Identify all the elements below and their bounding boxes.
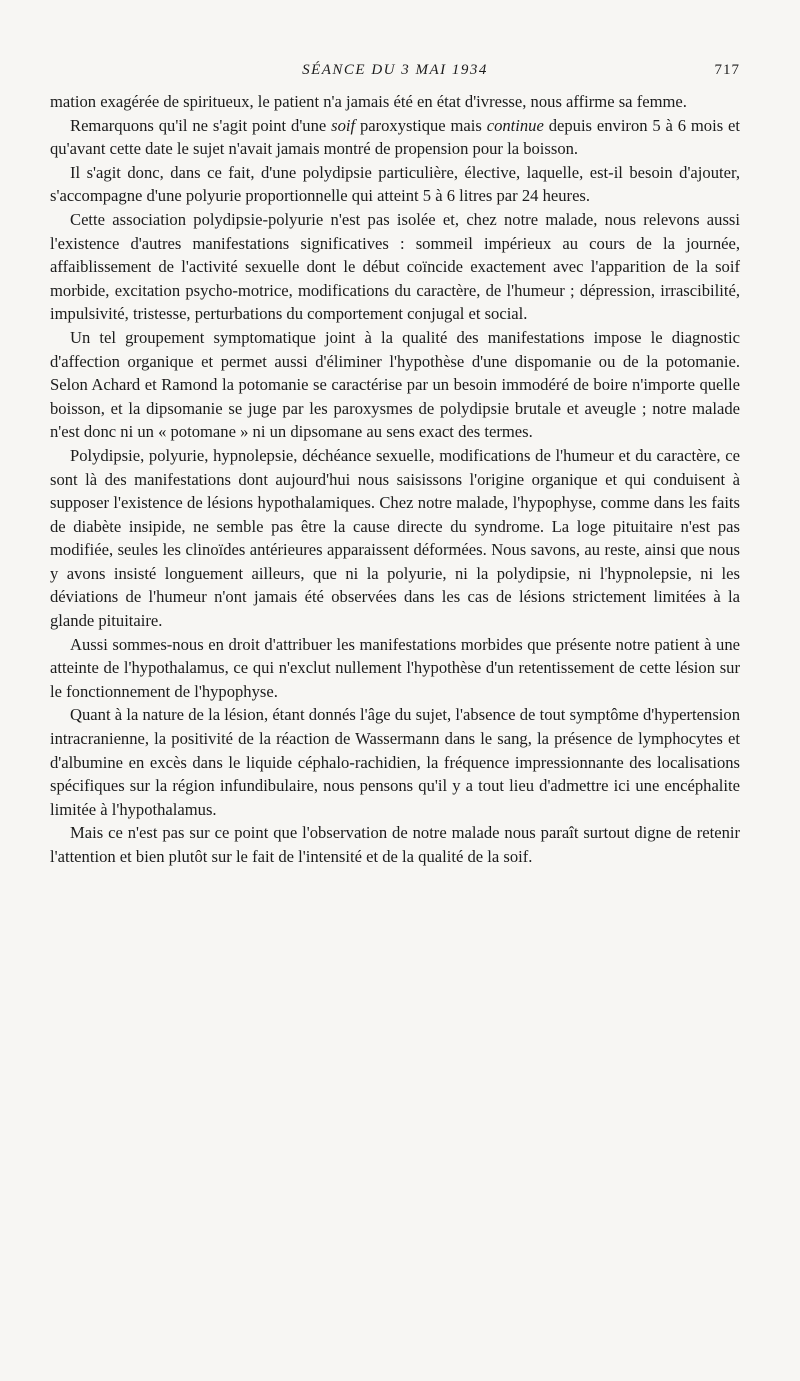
page-header [50, 62, 740, 86]
paragraph-soif [50, 114, 740, 161]
paragraph-nature-lesion: Quant à la nature de la lésion, étant donnés l'âge du sujet, l'absence de tout symptôme d'hypertension intracranienne, la positivité de la réaction de Wassermann dans le sang, la présence de lymphocytes et d'albumine en excès dans le liquide céphalo-rachidien, la fréquence impressionnante des localisations spécifiques sur la région infundibulaire, nous pensons qu'il y a tout lieu d'admettre ici une encéphalite limitée à l'hypothalamus. [50, 705, 740, 819]
paragraph-hypothalamus: Polydipsie, polyurie, hypnolepsie, déchéance sexuelle, modifications de l'humeur et du caractère, ce sont là des manifestations dont aujourd'hui nous saisissons l'origine organique et qui conduisent à supposer l'existence de lésions hypothalamiques. Chez notre malade, l'hypophyse, comme dans les faits de diabète insipide, ne semble pas être la cause directe du syndrome. La loge pituitaire n'est pas modifiée, seules les clinoïdes antérieures apparaissent déformées. Nous savons, au reste, ainsi que nous y avons insisté longuement ailleurs, que ni la polyurie, ni la polydipsie, ni l'hypnolepsie, ni les déviations de l'humeur n'ont jamais été observées dans les cas de lésions strictement limitées à la glande pituitaire. [50, 445, 740, 631]
paragraph-continuation: mation exagérée de spiritueux, le patient n'a jamais été en état d'ivresse, nous affirme sa femme. [50, 92, 687, 111]
paragraph-groupement: Un tel groupement symptomatique joint à la qualité des manifestations impose le diagnostic d'affection organique et permet aussi d'éliminer l'hypothèse d'une dispomanie ou de la potomanie. Selon Achard et Ramond la potomanie se caractérise par un besoin immodéré de boire n'importe quelle boisson, et la dipsomanie se juge par les paroxysmes de polydipsie brutale et aveugle ; notre malade n'est donc ni un « potomane » ni un dipsomane au sens exact des termes. [50, 327, 740, 442]
paragraph-soif-part-3: depuis environ 5 à 6 mois et qu'avant cette date le sujet n'avait jamais montré de propension pour la boisson. [50, 115, 740, 159]
paragraph-polydipsie: Il s'agit donc, dans ce fait, d'une polydipsie particulière, élective, laquelle, est-il besoin d'ajouter, s'accompagne d'une polyurie proportionnelle qui atteint 5 à 6 litres par 24 heures. [50, 162, 740, 206]
paragraph-conclusion: Mais ce n'est pas sur ce point que l'observation de notre malade nous paraît surtout digne de retenir l'attention et bien plutôt sur le fait de l'intensité et de la qualité de la soif. [50, 823, 740, 866]
running-head: SÉANCE DU 3 MAI 1934 [302, 62, 488, 78]
emphasis-soif: soif [331, 115, 356, 135]
paragraph-soif-part-1: Remarquons qu'il ne s'agit point d'une [70, 115, 332, 135]
paragraph-aussi: Aussi sommes-nous en droit d'attribuer les manifestations morbides que présente notre patient à une atteinte de l'hypothalamus, ce qui n'exclut nullement l'hypothèse d'un retentissement de cette lésion sur le fonctionnement de l'hypophyse. [50, 634, 740, 701]
emphasis-continue: continue [486, 115, 544, 135]
paragraph-association: Cette association polydipsie-polyurie n'est pas isolée et, chez notre malade, nous relevons aussi l'existence d'autres manifestations significatives : sommeil impérieux au cours de la journée, affaiblissement de l'activité sexuelle dont le début coïncide exactement avec l'apparition de la soif morbide, excitation psycho-motrice, modifications du caractère, de l'humeur ; dépression, irrascibilité, impulsivité, tristesse, perturbations du comportement conjugal et social. [50, 209, 740, 324]
page-number: 717 [714, 62, 740, 78]
paragraph-soif-part-2: paroxystique mais [355, 115, 487, 135]
body-text [50, 90, 740, 869]
